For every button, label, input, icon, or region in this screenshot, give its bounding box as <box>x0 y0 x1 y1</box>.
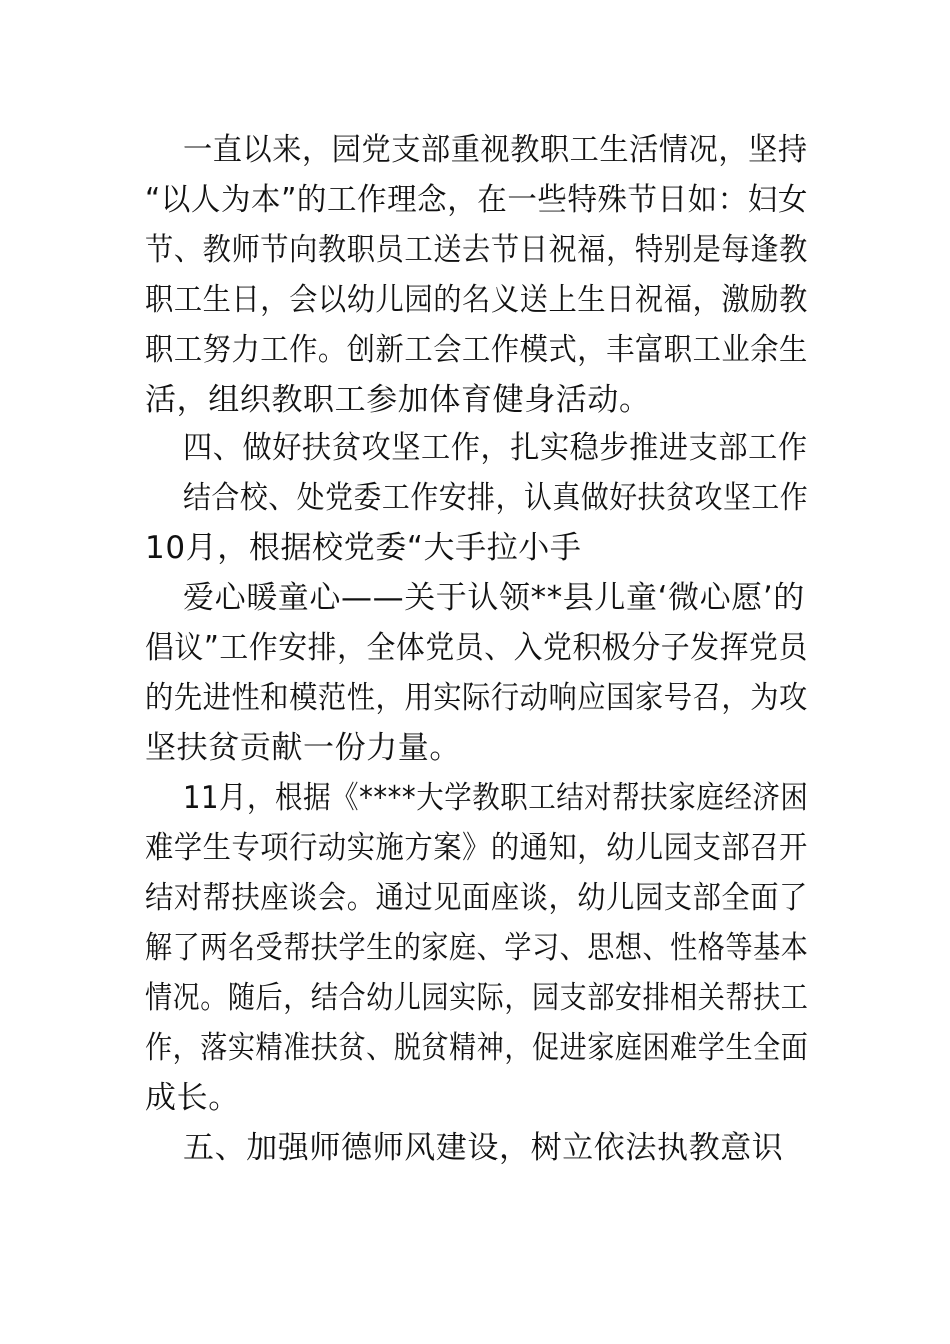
line-text: 爱心暖童心——关于认领**县儿童‘微心愿’的 <box>183 580 805 616</box>
line-text: 节、教师节向教职员工送去节日祝福，特别是每逢教 <box>145 232 808 268</box>
line-text: 坚扶贫贡献一份力量。 <box>145 730 461 766</box>
paragraph-line <box>0 275 950 325</box>
section-heading <box>0 1123 950 1173</box>
paragraph-line <box>0 723 950 773</box>
line-text: 结对帮扶座谈会。通过见面座谈，幼儿园支部全面了 <box>145 880 808 916</box>
paragraph-line <box>0 1073 950 1123</box>
line-text: 11月，根据《****大学教职工结对帮扶家庭经济困 <box>183 780 809 816</box>
paragraph-line <box>0 973 950 1023</box>
line-text: 一直以来，园党支部重视教职工生活情况，坚持 <box>183 132 808 168</box>
line-text: 难学生专项行动实施方案》的通知，幼儿园支部召开 <box>145 830 808 866</box>
paragraph-line <box>0 573 950 623</box>
paragraph-line <box>0 325 950 375</box>
line-text: “以人为本”的工作理念，在一些特殊节日如：妇女 <box>145 182 808 218</box>
line-text: 成长。 <box>145 1080 240 1116</box>
section-heading <box>0 423 950 473</box>
paragraph-line <box>0 773 950 823</box>
line-text: 的先进性和模范性，用实际行动响应国家号召，为攻 <box>145 680 808 716</box>
paragraph-line <box>0 225 950 275</box>
line-text: 职工生日，会以幼儿园的名义送上生日祝福，激励教 <box>145 282 808 318</box>
paragraph-line <box>0 873 950 923</box>
paragraph-line <box>0 523 950 573</box>
heading-text: 四、做好扶贫攻坚工作，扎实稳步推进支部工作 <box>183 430 808 466</box>
line-text: 作，落实精准扶贫、脱贫精神，促进家庭困难学生全面 <box>145 1030 809 1066</box>
paragraph-line <box>0 375 950 425</box>
paragraph-line <box>0 673 950 723</box>
line-text: 结合校、处党委工作安排，认真做好扶贫攻坚工作 <box>183 480 809 516</box>
paragraph-line <box>0 823 950 873</box>
line-text: 职工努力工作。创新工会工作模式，丰富职工业余生 <box>145 332 808 368</box>
line-text: 情况。随后，结合幼儿园实际，园支部安排相关帮扶工 <box>145 980 809 1016</box>
line-text: 活，组织教职工参加体育健身活动。 <box>145 382 651 418</box>
paragraph-line <box>0 623 950 673</box>
paragraph-line <box>0 473 950 523</box>
paragraph-line <box>0 1023 950 1073</box>
heading-text: 五、加强师德师风建设，树立依法执教意识 <box>183 1130 784 1166</box>
paragraph-line <box>0 175 950 225</box>
paragraph-line <box>0 125 950 175</box>
paragraph-line <box>0 923 950 973</box>
line-text: 倡议”工作安排，全体党员、入党积极分子发挥党员 <box>145 630 808 666</box>
line-text: 解了两名受帮扶学生的家庭、学习、思想、性格等基本 <box>145 930 809 966</box>
line-text: 10月，根据校党委“大手拉小手 <box>145 530 582 566</box>
